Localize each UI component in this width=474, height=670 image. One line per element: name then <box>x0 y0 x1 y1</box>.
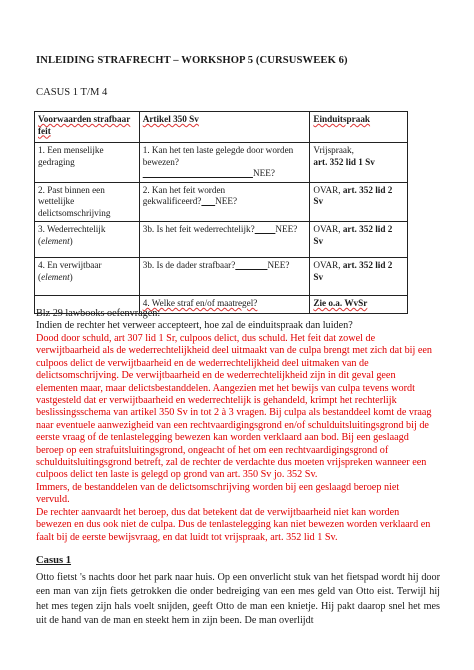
answer-paragraph-3: De rechter aanvaardt het beroep, dus dat betekent dat de verwijtbaarheid niet kan worden bewezen en dus ook niet de culpa. Dus de tenlastelegging kan niet bewezen worden verklaard en faalt bij de eerste bewijsvraag, en dat luidt tot vrijspraak, art. 352 lid 1 Sv. <box>36 506 431 543</box>
table-row <box>35 143 408 183</box>
outcome-cell: OVAR, art. 352 lid 2 Sv <box>310 258 408 296</box>
table-row <box>35 222 408 258</box>
outcome-cell: Zie o.a. WvSr <box>310 296 408 314</box>
answer-block <box>36 333 434 544</box>
question-cell: 4. Welke straf en/of maatregel? <box>139 296 310 314</box>
question-cell: 1. Kan het ten laste gelegde door worden bewezen? NEE? <box>139 143 310 183</box>
answer-paragraph-2: Immers, de bestanddelen van de delictsomschrijving worden bij een geslaagd beroep niet vervuld. <box>36 481 400 506</box>
table-row <box>35 258 408 296</box>
condition-cell: 1. Een menselijke gedraging <box>35 143 140 183</box>
condition-cell: 4. En verwijtbaar (element) <box>35 258 140 296</box>
table-row <box>35 182 408 222</box>
casus-1-text: Otto fietst 's nachts door het park naar huis. Op een onverlicht stuk van het fietspad wordt hij door een man van zijn fiets getrokken die onder bedreiging van een mes geld van Otto eist. Terwijl hij het mes tegen zijn hals voelt snijden, geeft Otto de man een knietje. Hij pakt daarop snel het mes uit de hand van de man en steekt hem in zijn been. De man overlijdt <box>36 572 440 627</box>
casus-1-heading: Casus 1 <box>36 555 72 566</box>
casus-label: CASUS 1 T/M 4 <box>36 87 108 98</box>
exercise-intro <box>36 308 434 333</box>
exercise-question: Indien de rechter het verweer accepteert, hoe zal de einduitspraak dan luiden? <box>36 320 353 332</box>
header-artikel: Artikel 350 Sv <box>139 112 310 143</box>
question-cell: 2. Kan het feit worden gekwalificeerd? NEE? <box>139 182 310 222</box>
table-header-row <box>35 112 408 143</box>
outcome-cell: OVAR, art. 352 lid 2 Sv <box>310 182 408 222</box>
header-einduitspraak: Einduitspraak <box>310 112 408 143</box>
condition-cell: 2. Past binnen een wettelijke delictsomschrijving <box>35 182 140 222</box>
condition-cell: 3. Wederrechtelijk (element) <box>35 222 140 258</box>
exercise-source: Blz 29 lawbooks oefenvragen: <box>36 308 161 319</box>
document-title: INLEIDING STRAFRECHT – WORKSHOP 5 (CURSUSWEEK 6) <box>36 55 348 66</box>
answer-paragraph-1: Dood door schuld, art 307 lid 1 Sr, culpoos delict, dus schuld. Het feit dat zowel de verwijtbaarheid als de wederrechtelijkheid deel uitmaakt van de culpa brengt met zich dat bij een culpoos delict de verwijtbaarheid en de wederrechtelijkheid deel uitmaken van de delictsomschrijving. De verwijtbaarheid en de wederrechtelijkheid zijn in dit geval geen elementen maar, maar delictsbestanddelen. Aangezien met het bewijs van culpa tevens wordt vastgesteld dat er verwijtbaarheid en wederrechtelijk is gehandeld, krimpt het rechterlijk beslissingsschema van artikel 350 Sv in tot 2 à 3 vragen. Bij culpa als bestanddeel komt de vraag naar eventuele aanwezigheid van een rechtvaardigingsgrond en/of schulduitsluitingsgrond bij de eerste vraag of de tenlastelegging bewezen kan worden verklaard aan bod. Bij een geslaagd beroep op een strafuitsluitingsgrond, ongeacht of het om een rechtvaardigingsgrond of schulduitsluitingsgrond betreft, zal de rechter de verdachte dus moeten vrijspreken wanneer een culpoos delict ten laste is gelegd op grond van art. 350 Sv jo. 352 Sv. <box>36 333 433 481</box>
outcome-cell: OVAR, art. 352 lid 2 Sv <box>310 222 408 258</box>
decision-scheme-table <box>34 111 408 314</box>
outcome-cell: Vrijspraak, art. 352 lid 1 Sv <box>310 143 408 183</box>
header-voorwaarden: Voorwaarden strafbaar feit <box>35 112 140 143</box>
question-cell: 3b. Is de dader strafbaar? NEE? <box>139 258 310 296</box>
question-cell: 3b. Is het feit wederrechtelijk? NEE? <box>139 222 310 258</box>
